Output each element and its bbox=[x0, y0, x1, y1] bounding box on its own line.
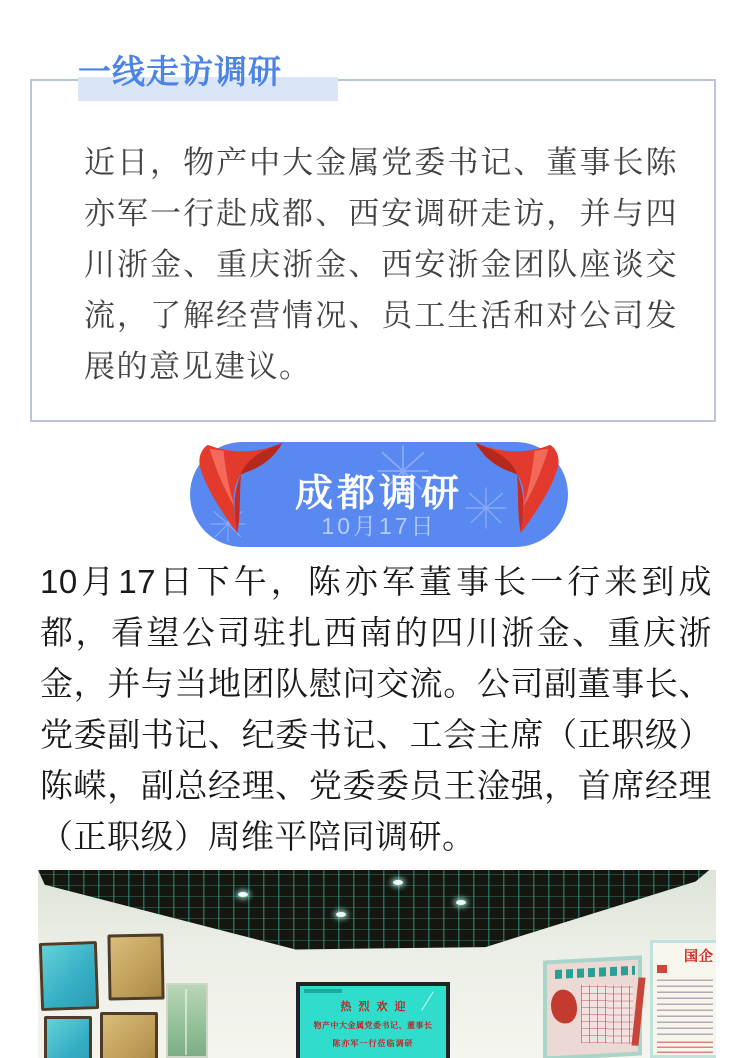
meeting-room-photo[interactable] bbox=[38, 870, 716, 1058]
poster-table-graphic bbox=[581, 985, 633, 1044]
wall-poster-paper bbox=[650, 940, 716, 1058]
wall-plaque bbox=[100, 1012, 158, 1058]
section-title: 一线走访调研 bbox=[78, 53, 282, 90]
screen-line-3: 陈亦军一行莅临调研 bbox=[332, 1039, 414, 1048]
poster-paper-title: 国企 bbox=[684, 948, 714, 964]
screen-line-2: 物产中大金属党委书记、董事长 bbox=[313, 1021, 433, 1030]
poster-board-title-strip bbox=[555, 966, 635, 979]
intro-text: 近日，物产中大金属党委书记、董事长陈亦军一行赴成都、西安调研走访，并与四川浙金、重庆浙金、西安浙金团队座谈交流，了解经营情况、员工生活和对公司发展的意见建议。 bbox=[84, 145, 678, 384]
poster-paper-redlines bbox=[657, 1039, 713, 1053]
wall-plaque bbox=[44, 1016, 92, 1058]
ceiling-light bbox=[456, 900, 466, 905]
poster-red-column bbox=[631, 977, 645, 1045]
screen-logo bbox=[304, 989, 342, 993]
ceiling-light bbox=[336, 912, 346, 917]
wall-poster-board bbox=[543, 955, 642, 1058]
banner-date: 10月17日 bbox=[321, 513, 437, 539]
article-paragraph: 10月17日下午，陈亦军董事长一行来到成都，看望公司驻扎西南的四川浙金、重庆浙金，并与当地团队慰问交流。公司副董事长、党委副书记、纪委书记、工会主席（正职级）陈嵘，副总经理、党委委员王淦强，首席经理（正职级）周维平陪同调研。 bbox=[40, 563, 712, 855]
ribbon-left-icon bbox=[194, 439, 292, 541]
welcome-screen bbox=[296, 982, 450, 1058]
poster-map-graphic bbox=[551, 989, 577, 1024]
intro-box bbox=[30, 79, 716, 422]
banner-title: 成都调研 bbox=[294, 473, 463, 515]
ribbon-right-icon bbox=[466, 439, 564, 541]
ceiling-light bbox=[238, 892, 248, 897]
poster-paper-logo bbox=[657, 965, 667, 973]
screen-line-1: 热烈欢迎 bbox=[340, 1001, 413, 1013]
poster-paper-textlines bbox=[657, 979, 713, 1035]
glass-door bbox=[166, 983, 208, 1058]
event-banner bbox=[190, 442, 568, 547]
ceiling-light bbox=[393, 880, 403, 885]
wall-plaque bbox=[107, 934, 164, 1001]
wall-plaque bbox=[39, 941, 99, 1011]
